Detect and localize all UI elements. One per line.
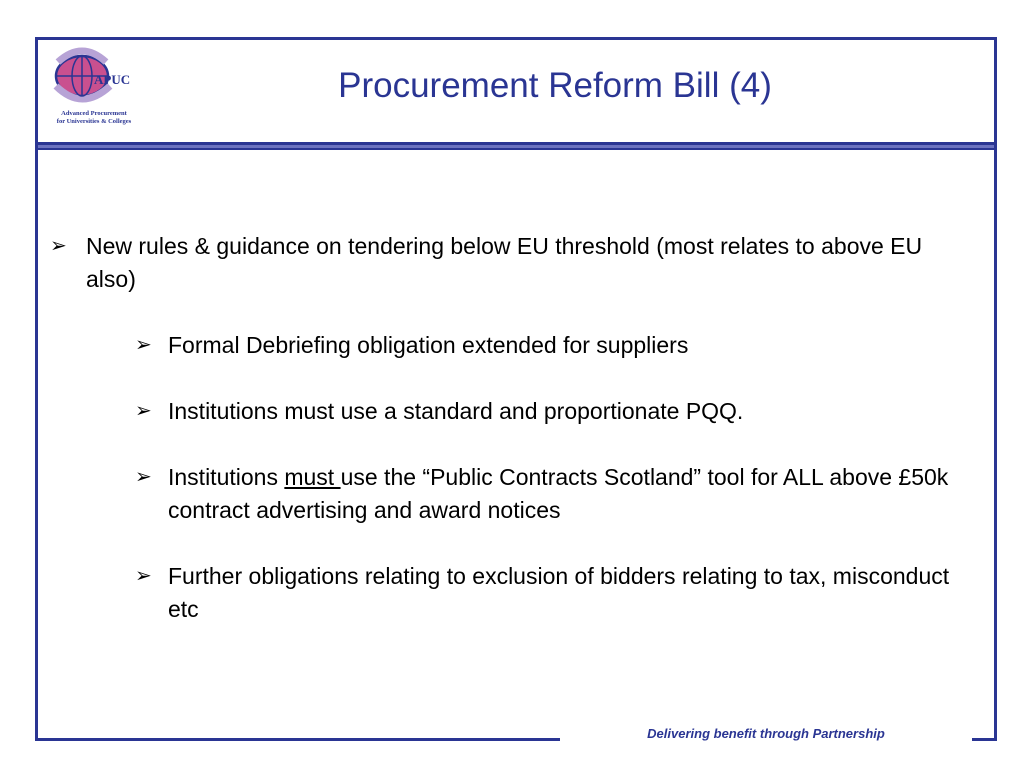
logo-caption [44,110,144,126]
header-divider-inner [38,145,994,148]
bullet-list [50,230,970,626]
bullet-sub-3 [50,461,970,527]
frame-bottom-right [972,738,997,741]
bullet-sub-3-prefix: Institutions [168,464,285,490]
arrow-bullet-icon: ➢ [135,466,152,488]
arrow-bullet-icon: ➢ [135,565,152,587]
frame-top [35,37,997,40]
bullet-sub-3-emphasis: must [284,464,341,490]
arrow-bullet-icon: ➢ [50,235,67,257]
logo-caption-line2: for Universities & Colleges [56,118,132,125]
arrow-bullet-icon: ➢ [135,400,152,422]
logo-wordmark: APUC [94,72,131,87]
slide-title: Procurement Reform Bill (4) [338,66,772,105]
logo-caption-line1: Advanced Procurement [61,110,127,117]
footer-tagline: Delivering benefit through Partnership [647,726,885,741]
apuc-logo [44,42,144,134]
bullet-sub-1-text: Formal Debriefing obligation extended for suppliers [168,332,689,358]
bullet-sub-4-text: Further obligations relating to exclusion of bidders relating to tax, misconduct etc [168,563,950,622]
bullet-sub-2 [50,395,970,428]
bullet-main-text: New rules & guidance on tendering below EU threshold (most relates to above EU also) [86,233,923,292]
globe-logo-icon [44,42,144,112]
bullet-sub-4 [50,560,970,626]
bullet-sub-1 [50,329,970,362]
frame-right [994,37,997,741]
frame-bottom-left [35,738,560,741]
bullet-sub-3-rest: use the “Public Contracts Scotland” tool for ALL above £50k contract advertising and award notices [168,464,949,523]
bullet-main [50,230,970,296]
bullet-sub-2-text: Institutions must use a standard and proportionate PQQ. [168,398,744,424]
arrow-bullet-icon: ➢ [135,334,152,356]
